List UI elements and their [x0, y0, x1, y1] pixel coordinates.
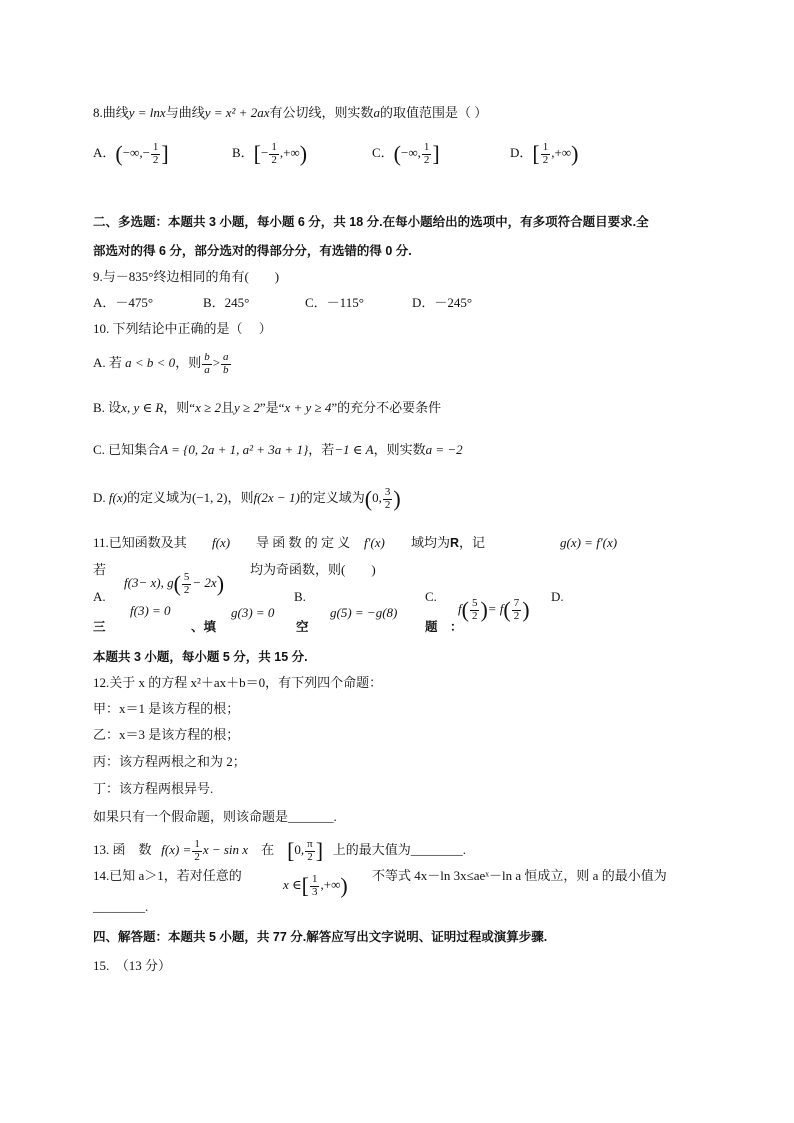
q12-stem: 12.关于 x 的方程 x²＋ax＋b＝0，有下列四个命题：	[93, 675, 383, 690]
q12-jia: 甲：x＝1 是该方程的根；	[93, 701, 240, 716]
q8-a-frac	[151, 142, 161, 166]
q8-stem	[93, 106, 487, 121]
q10-a-frac2	[221, 352, 231, 376]
q9-option-a: A．－475°	[93, 295, 154, 310]
q11-option-b-label: B.	[294, 589, 306, 604]
q13-line	[93, 839, 466, 863]
q13-post: 上的最大值为________.	[332, 842, 467, 858]
q10-b-c3: x + y ≥ 4	[284, 400, 332, 415]
q11-d-n2: 7	[513, 597, 520, 609]
q11-d-eq: = f	[487, 601, 504, 617]
q8-curve1: y = lnx	[128, 105, 166, 120]
q11-d-frac1	[470, 598, 480, 622]
q12-bing: 丙：该方程两根之和为 2；	[93, 754, 246, 769]
q8-b-label: B．	[232, 145, 254, 161]
q10-c-mid2: ，则实数	[373, 442, 426, 457]
q10-c-cond: −1 ∈ A	[334, 442, 374, 457]
q11-r: R	[450, 536, 460, 550]
q13-id: 2	[307, 850, 313, 863]
q10-a-pre: A. 若	[93, 355, 122, 371]
q11-option-c-label: C.	[425, 589, 437, 604]
q8-a-left: −∞,−	[122, 145, 150, 161]
q8-b-right: ,+∞	[279, 145, 300, 161]
q11-d-paren2-r: )	[522, 597, 530, 623]
q13-pre: 13. 函 数	[93, 842, 152, 858]
q10-a-f1n: b	[204, 351, 210, 363]
q8-b-left: −	[261, 145, 269, 161]
q13-fr: x − sin x	[202, 842, 249, 858]
q10-option-a	[93, 352, 232, 376]
q10-b-vars: x, y ∈ R	[121, 400, 164, 415]
q10-b-mid2: 且	[220, 400, 234, 415]
q8-post: 的取值范围是（ ）	[380, 105, 488, 120]
q11-option-a-label: A.	[93, 589, 106, 604]
q11-option-b: g(3) = 0	[231, 605, 275, 620]
q8-d-paren-r: )	[571, 141, 579, 167]
q10-d-dleft: 0,	[372, 490, 382, 506]
q8-b-num: 1	[271, 141, 277, 153]
q10-a-f1d: a	[204, 363, 210, 376]
q11-cond-paren-r: )	[216, 571, 225, 597]
q9-stem: 9.与－835°终边相同的角有( )	[93, 269, 280, 284]
q10-d-paren-l: (	[364, 486, 373, 512]
q11-fx: f(x)	[212, 535, 231, 550]
section2-line1: 二、多选题：本题共 3 小题，每小题 6 分，共 18 分.在每小题给出的选项中，有多项符合题目要求.全	[93, 215, 649, 229]
q8-a-num: 1	[152, 141, 159, 153]
q10-option-b	[93, 401, 441, 416]
q8-option-b	[232, 142, 307, 166]
q14-interval	[283, 874, 348, 898]
q13-paren-r: ]	[315, 838, 324, 864]
q13-il: 0,	[294, 842, 305, 858]
q8-a-paren-l: (	[115, 141, 123, 167]
q8-pre: 8.曲线	[93, 105, 129, 120]
q8-var: a	[373, 105, 380, 120]
q10-d-paren-r: )	[393, 486, 401, 512]
q14-xin: x ∈	[283, 877, 302, 893]
q10-a-f2n: a	[223, 351, 229, 363]
q8-c-den: 2	[423, 153, 430, 166]
q8-option-a	[93, 142, 169, 166]
q8-d-frac	[541, 142, 551, 166]
q8-option-d	[510, 142, 578, 166]
section3-san: 三	[93, 620, 106, 634]
q14-r: ,+∞	[320, 877, 341, 893]
q10-d-dden: 2	[384, 498, 391, 511]
q11-d-paren1-r: )	[480, 597, 488, 623]
q8-d-paren-l: [	[532, 141, 540, 167]
q8-c-paren-r: ]	[432, 141, 440, 167]
q10-d-pre: D.	[93, 490, 106, 506]
q11-option-c: g(5) = −g(8)	[330, 605, 398, 620]
q10-b-c2: y ≥ 2	[233, 400, 260, 415]
q10-d-dnum: 3	[384, 486, 391, 498]
q11-t1: 11.已知函数及其	[93, 535, 187, 550]
q8-b-paren-r: )	[299, 141, 308, 167]
section4-desc: 四、解答题：本题共 5 小题，共 77 分.解答应写出文字说明、证明过程或演算步骤.	[93, 930, 548, 944]
q10-a-f2d: b	[223, 363, 229, 376]
q12-end: 如果只有一个假命题，则该命题是_______.	[93, 809, 337, 824]
q10-a-cond: a < b < 0	[125, 355, 176, 371]
q12-yi: 乙：x＝3 是该方程的根；	[93, 727, 240, 742]
q11-cond-left: f(3− x), g	[124, 575, 174, 591]
q10-b-pre: B. 设	[93, 400, 122, 415]
q10-d-frac	[383, 487, 393, 511]
q9-option-c: C．－115°	[305, 295, 364, 310]
q11-t3-text: 域均为	[411, 535, 451, 550]
q8-c-label: C．	[372, 145, 394, 161]
q13-zai: 在	[261, 842, 275, 858]
section3-ti: 题 ：	[425, 620, 463, 634]
q10-b-mid3: ”是“	[259, 400, 285, 415]
q12-ding: 丁：该方程两根异号.	[93, 781, 214, 796]
q10-c-mid: ，若	[308, 442, 335, 457]
q9-option-b: B．245°	[203, 295, 250, 310]
q11-cond-paren-l: (	[173, 571, 181, 597]
q9-option-d: D．－245°	[412, 295, 473, 310]
q8-a-den: 2	[152, 153, 159, 166]
q8-c-left: −∞,	[401, 145, 421, 161]
q13-in: π	[307, 838, 313, 850]
q11-d-d1: 2	[471, 609, 478, 622]
q10-c-pre: C. 已知集合	[93, 442, 161, 457]
q8-b-den: 2	[271, 153, 277, 166]
q8-c-frac	[422, 142, 432, 166]
q11-option-d	[458, 598, 530, 622]
q13-fn: 1	[194, 838, 200, 850]
q13-paren-l: [	[287, 838, 295, 864]
q14-d: 3	[311, 885, 318, 898]
q11-option-a: f(3) = 0	[130, 603, 171, 618]
section3-kong: 空	[296, 620, 309, 634]
q10-d-mid1: 的定义域为	[126, 490, 192, 506]
q8-option-c	[372, 142, 440, 166]
q11-fpx: f′(x)	[364, 535, 385, 550]
q10-a-mid: ，则	[175, 355, 202, 371]
q14-pre: 14.已知 a＞1，若对任意的	[93, 868, 242, 883]
q11-cond-right: − 2x	[192, 575, 217, 591]
q8-d-label: D．	[510, 145, 533, 161]
q11-cond-frac	[182, 572, 192, 596]
q8-a-label: A．	[93, 145, 116, 161]
q10-b-post: ”的充分不必要条件	[331, 400, 442, 415]
q10-c-res: a = −2	[425, 442, 463, 457]
q8-c-paren-l: (	[393, 141, 401, 167]
q11-t3	[411, 536, 485, 551]
q10-b-c1: x ≥ 2	[195, 400, 221, 415]
q13-fx: f(x) =	[161, 842, 192, 858]
q14-n: 1	[311, 873, 318, 885]
q8-d-num: 1	[542, 141, 549, 153]
q10-b-mid1: ，则“	[163, 400, 196, 415]
q14-paren-l: [	[301, 873, 309, 899]
section3-tian: 、填	[191, 620, 217, 634]
q11-t4: ，记	[459, 535, 486, 550]
q11-option-d-label: D.	[551, 589, 564, 604]
q10-d-dom1: (−1, 2)	[191, 490, 228, 506]
q11-d-f1: f	[458, 601, 462, 617]
q11-cond-num: 5	[183, 571, 190, 583]
q11-cond-den: 2	[183, 583, 190, 596]
q10-stem: 10. 下列结论中正确的是（ ）	[93, 321, 272, 336]
section2-line2: 部选对的得 6 分，部分选对的得部分分，有选错的得 0 分.	[93, 244, 412, 258]
q8-c-num: 1	[423, 141, 430, 153]
q11-odd: 均为奇函数，则( )	[250, 562, 376, 577]
section3-desc: 本题共 3 小题，每小题 5 分，共 15 分.	[93, 650, 308, 664]
q8-mid1: 与曲线	[165, 105, 205, 120]
q10-d-f2: f(2x − 1)	[253, 490, 300, 506]
q13-frac	[192, 839, 202, 863]
q11-d-d2: 2	[513, 609, 520, 622]
q11-ruo: 若	[93, 562, 107, 577]
q11-d-paren1-l: (	[461, 597, 469, 623]
q10-d-mid3: 的定义域为	[299, 490, 365, 506]
q8-b-paren-l: [	[253, 141, 261, 167]
q11-gdef: g(x) = f′(x)	[560, 535, 618, 550]
q8-mid2: 有公切线，则实数	[269, 105, 374, 120]
q10-d-mid2: ，则	[227, 490, 254, 506]
q8-d-den: 2	[542, 153, 549, 166]
q8-curve2: y = x² + 2ax	[204, 105, 270, 120]
q8-a-paren-r: ]	[161, 141, 169, 167]
q11-d-n1: 5	[471, 597, 478, 609]
q10-d-f1: f(x)	[108, 490, 127, 506]
q14-blank: ________.	[93, 899, 149, 914]
q11-t2: 导 函 数 的 定 义	[256, 535, 351, 550]
q8-b-frac	[269, 142, 279, 166]
q11-d-paren2-l: (	[503, 597, 511, 623]
q14-paren-r: )	[340, 873, 348, 899]
q10-c-set: A = {0, 2a + 1, a² + 3a + 1}	[160, 442, 309, 457]
q11-condition	[124, 572, 224, 596]
q15-stem: 15. （13 分）	[93, 958, 172, 973]
q10-a-frac1	[202, 352, 212, 376]
q13-ifrac	[305, 839, 315, 863]
q10-a-gt: >	[212, 355, 221, 371]
q10-option-d	[93, 487, 401, 511]
q14-frac	[310, 874, 320, 898]
q13-fd: 2	[194, 850, 200, 863]
q10-option-c	[93, 443, 463, 458]
q8-d-right: ,+∞	[551, 145, 572, 161]
q14-post: 不等式 4x－ln 3x≤aeˣ－ln a 恒成立，则 a 的最小值为	[372, 868, 667, 883]
q11-d-frac2	[512, 598, 522, 622]
